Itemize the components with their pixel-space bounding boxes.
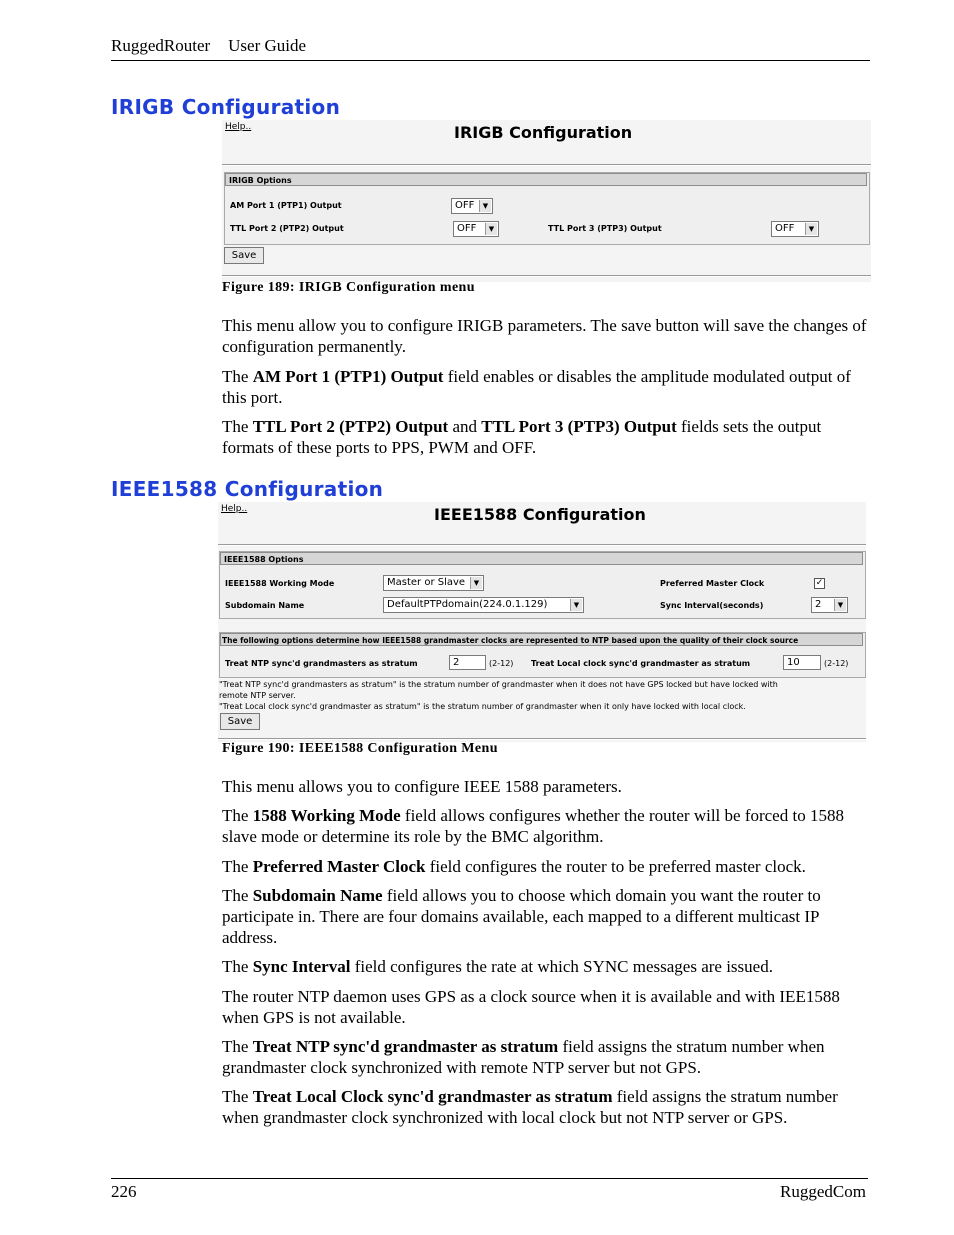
ieee-paragraph-5: The Sync Interval field configures the rate at which SYNC messages are issued.	[222, 957, 773, 976]
ieee-paragraph-2: The 1588 Working Mode field allows configures whether the router will be forced to 1588 slave mode or determine its role by the BMC algorithm.	[222, 806, 844, 846]
ieee-paragraph-8: The Treat Local Clock sync'd grandmaster as stratum field assigns the stratum number when grandmaster clock synchronized with local clock but not NTP server or GPS.	[222, 1087, 838, 1127]
irigb-options-header: IRIGB Options	[225, 173, 867, 186]
ieee1588-screenshot-panel	[218, 502, 866, 742]
irigb-panel-title: IRIGB Configuration	[454, 123, 633, 142]
ttl3-label: TTL Port 3 (PTP3) Output	[548, 224, 662, 233]
ieee1588-panel-title: IEEE1588 Configuration	[434, 505, 646, 524]
am-port-value: OFF	[455, 200, 475, 211]
irigb-save-button[interactable]: Save	[224, 247, 264, 264]
ntp-stratum-header: The following options determine how IEEE1588 grandmaster clocks are represented to NTP based upon the quality of their clock source	[220, 633, 863, 646]
footer-rule	[111, 1178, 868, 1179]
ieee1588-help-link[interactable]: Help..	[221, 504, 248, 514]
chevron-down-icon: ▼	[805, 223, 817, 235]
ieee-paragraph-3: The Preferred Master Clock field configures the router to be preferred master clock.	[222, 857, 806, 876]
treat-ntp-label: Treat NTP sync'd grandmasters as stratum	[225, 659, 418, 668]
header-doc-title: User Guide	[228, 36, 307, 55]
ttl3-value: OFF	[775, 223, 795, 234]
ieee-paragraph-4: The Subdomain Name field allows you to choose which domain you want the router to participate in. There are four domains available, each mapped to a different multicast IP address.	[222, 886, 821, 947]
sync-interval-label: Sync Interval(seconds)	[660, 601, 764, 610]
chevron-down-icon: ▼	[834, 599, 846, 611]
ieee1588-section-heading: IEEE1588 Configuration	[111, 477, 384, 501]
preferred-master-checkbox[interactable]: ✓	[815, 578, 824, 588]
subdomain-value: DefaultPTPdomain(224.0.1.129)	[387, 599, 548, 610]
treat-local-input[interactable]: 10	[783, 655, 821, 670]
treat-local-label: Treat Local clock sync'd grandmaster as stratum	[531, 659, 751, 668]
irigb-paragraph-1: This menu allow you to configure IRIGB parameters. The save button will save the changes of configuration permanently.	[222, 316, 867, 356]
irigb-section-heading: IRIGB Configuration	[111, 95, 341, 119]
footer-company: RuggedCom	[780, 1182, 866, 1201]
subdomain-select[interactable]	[383, 597, 584, 613]
am-port-label: AM Port 1 (PTP1) Output	[230, 201, 342, 210]
chevron-down-icon: ▼	[485, 223, 497, 235]
stratum-note-2: "Treat Local clock sync'd grandmaster as stratum" is the stratum number of grandmaster when it only have locked with local clock.	[219, 702, 746, 711]
ieee1588-bottom-divider	[218, 738, 866, 740]
header-product: RuggedRouter	[111, 36, 211, 55]
stratum-note-1-cont: remote NTP server.	[219, 691, 296, 700]
chevron-down-icon: ▼	[470, 577, 482, 589]
irigb-help-link[interactable]: Help..	[225, 122, 252, 132]
treat-local-range: (2-12)	[824, 659, 849, 668]
irigb-options-group	[224, 172, 870, 245]
ntp-stratum-group	[219, 632, 866, 678]
stratum-note-1: "Treat NTP sync'd grandmasters as stratum" is the stratum number of grandmaster when it does not have GPS locked but have locked with	[219, 680, 778, 689]
ttl3-select[interactable]	[771, 221, 819, 237]
irigb-title-divider	[222, 164, 871, 166]
irigb-bottom-divider	[222, 275, 871, 277]
subdomain-label: Subdomain Name	[225, 601, 305, 610]
ieee1588-options-header: IEEE1588 Options	[220, 552, 863, 565]
ieee-paragraph-1: This menu allows you to configure IEEE 1588 parameters.	[222, 777, 622, 796]
irigb-paragraph-2: The AM Port 1 (PTP1) Output field enables or disables the amplitude modulated output of this port.	[222, 367, 851, 407]
header-rule	[111, 60, 870, 61]
working-mode-value: Master or Slave	[387, 577, 466, 588]
sync-interval-value: 2	[815, 599, 822, 610]
ieee1588-title-divider	[218, 544, 866, 546]
treat-ntp-range: (2-12)	[489, 659, 514, 668]
sync-interval-select[interactable]	[811, 597, 848, 613]
working-mode-select[interactable]	[383, 575, 484, 591]
ttl2-select[interactable]	[453, 221, 499, 237]
ieee1588-options-group	[219, 551, 866, 619]
chevron-down-icon: ▼	[479, 200, 491, 212]
figure-190-caption: Figure 190: IEEE1588 Configuration Menu	[222, 741, 498, 756]
irigb-paragraph-3: The TTL Port 2 (PTP2) Output and TTL Port 3 (PTP3) Output fields sets the output formats of these ports to PPS, PWM and OFF.	[222, 417, 822, 457]
working-mode-label: IEEE1588 Working Mode	[225, 579, 335, 588]
preferred-master-label: Preferred Master Clock	[660, 579, 765, 588]
am-port-select[interactable]	[451, 198, 493, 214]
ttl2-label: TTL Port 2 (PTP2) Output	[230, 224, 344, 233]
ttl2-value: OFF	[457, 223, 477, 234]
chevron-down-icon: ▼	[570, 599, 582, 611]
treat-ntp-input[interactable]: 2	[449, 655, 486, 670]
running-header	[111, 36, 306, 56]
figure-189-caption: Figure 189: IRIGB Configuration menu	[222, 280, 475, 295]
page-number: 226	[111, 1182, 137, 1201]
irigb-screenshot-panel	[222, 120, 871, 282]
ieee-paragraph-6: The router NTP daemon uses GPS as a clock source when it is available and with IEE1588 when GPS is not available.	[222, 987, 840, 1027]
ieee1588-save-button[interactable]: Save	[220, 713, 260, 730]
ieee-paragraph-7: The Treat NTP sync'd grandmaster as stratum field assigns the stratum number when grandmaster clock synchronized with remote NTP server but not GPS.	[222, 1037, 825, 1077]
